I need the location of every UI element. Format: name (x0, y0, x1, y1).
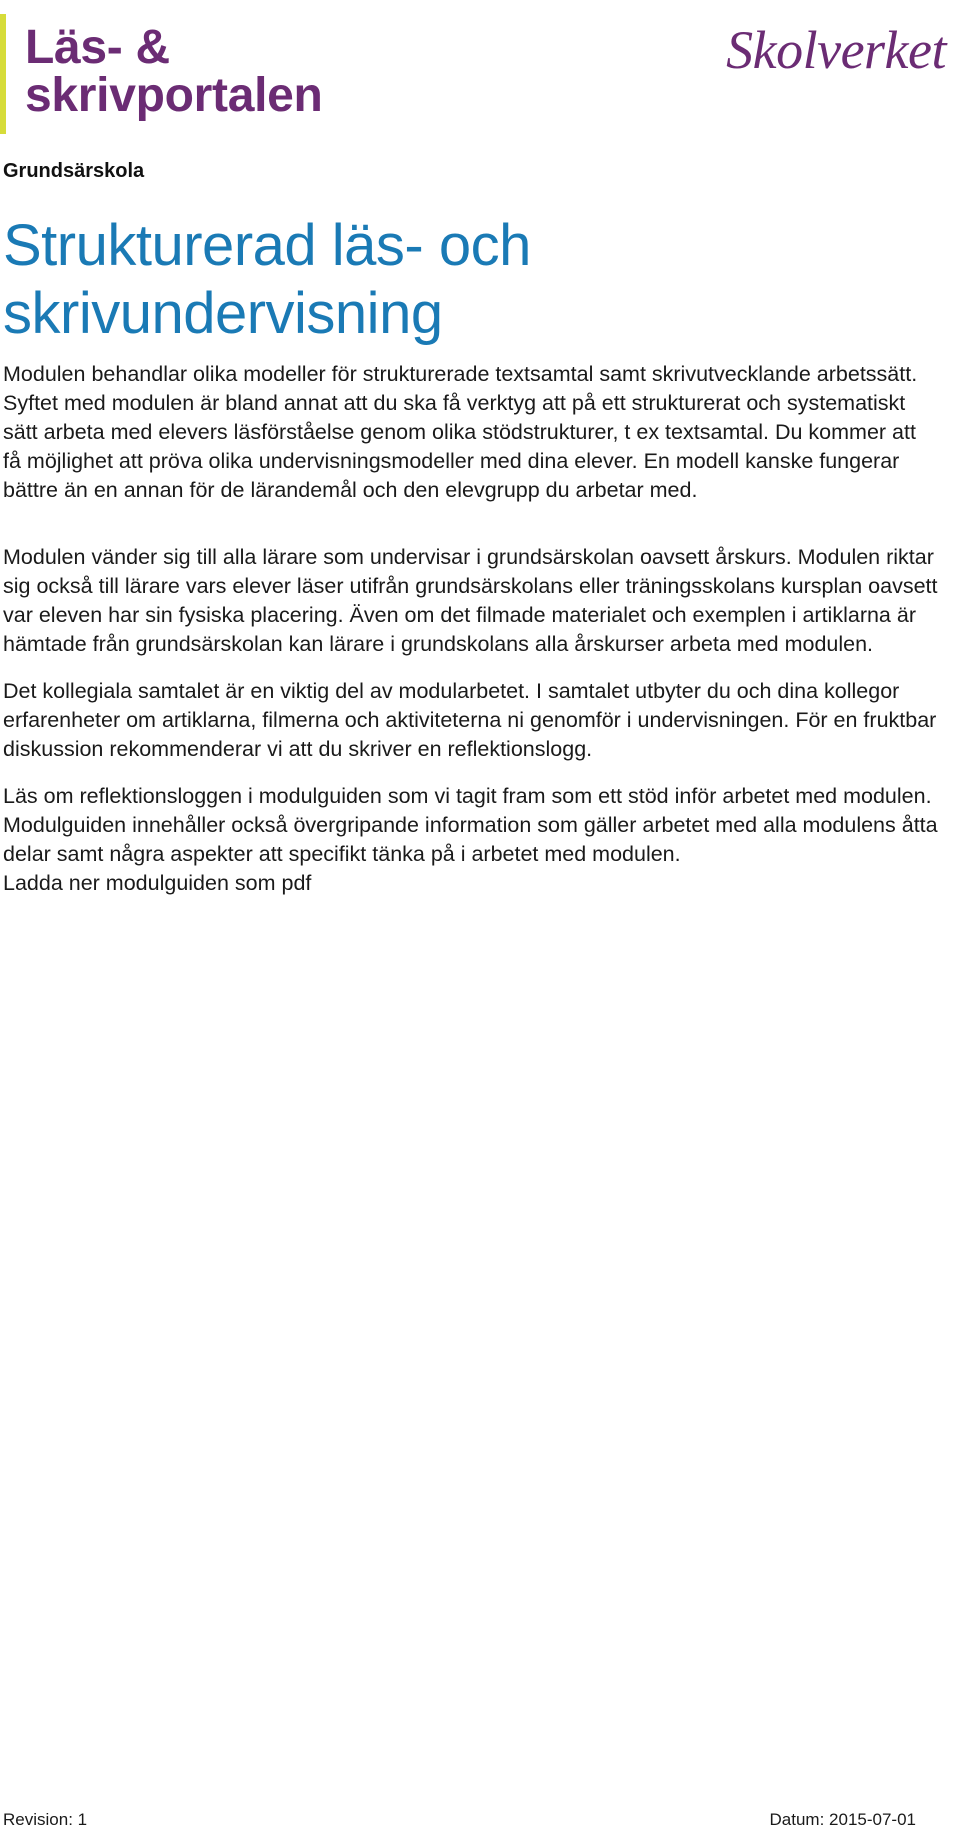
date-label: Datum: 2015-07-01 (769, 1810, 916, 1829)
skolverket-logo: Skolverket (726, 20, 946, 80)
paragraph-audience: Modulen vänder sig till alla lärare som undervisar i grundsärskolan oavsett årskurs. Modulen riktar sig också till lärare vars elever läser utifrån grundsärskolans eller träningsskolans kursplan oavsett var eleven har sin fysiska placering. Även om det filmade materialet och exemplen i artiklarna är hämtade från grundsärskolan kan lärare i grundskolans alla årskurser arbeta med modulen. (3, 545, 938, 656)
brand-accent-bar (0, 14, 6, 134)
download-module-guide-link[interactable]: Ladda ner modulguiden som pdf (3, 871, 312, 895)
paragraph-intro: Modulen behandlar olika modeller för strukturerade textsamtal samt skrivutvecklande arbetssätt. Syftet med modulen är bland annat att du ska få verktyg att på ett strukturerat och systematiskt sätt arbeta med elevers läsförståelse genom olika stödstrukturer, t ex textsamtal. Du kommer att få möjlighet att pröva olika undervisningsmodeller med dina elever. En modell kanske fungerar bättre än en annan för de lärandemål och den elevgrupp du arbetar med. (3, 362, 918, 502)
revision-label: Revision: 1 (3, 1810, 88, 1829)
page-title: Strukturerad läs- och skrivundervisning (3, 213, 531, 346)
portal-brand (0, 8, 420, 126)
portal-title-line2: skrivportalen (25, 69, 323, 122)
portal-title-line1: Läs- & (25, 21, 170, 74)
school-form-label: Grundsärskola (3, 160, 145, 182)
paragraph-collegial: Det kollegiala samtalet är en viktig del av modularbetet. I samtalet utbyter du och dina kollegor erfarenheter om artiklarna, filmerna och aktiviteterna ni genomför i undervisningen. För en fruktbar diskussion rekommenderar vi att du skriver en reflektionslogg. (3, 679, 937, 761)
paragraph-module-guide: Läs om reflektionsloggen i modulguiden som vi tagit fram som ett stöd inför arbetet med modulen. Modulguiden innehåller också övergripande information som gäller arbetet med alla modulens åtta delar samt några aspekter att specifikt tänka på i arbetet med modulen. (3, 784, 938, 866)
module-description (3, 360, 938, 898)
portal-title (25, 21, 323, 122)
